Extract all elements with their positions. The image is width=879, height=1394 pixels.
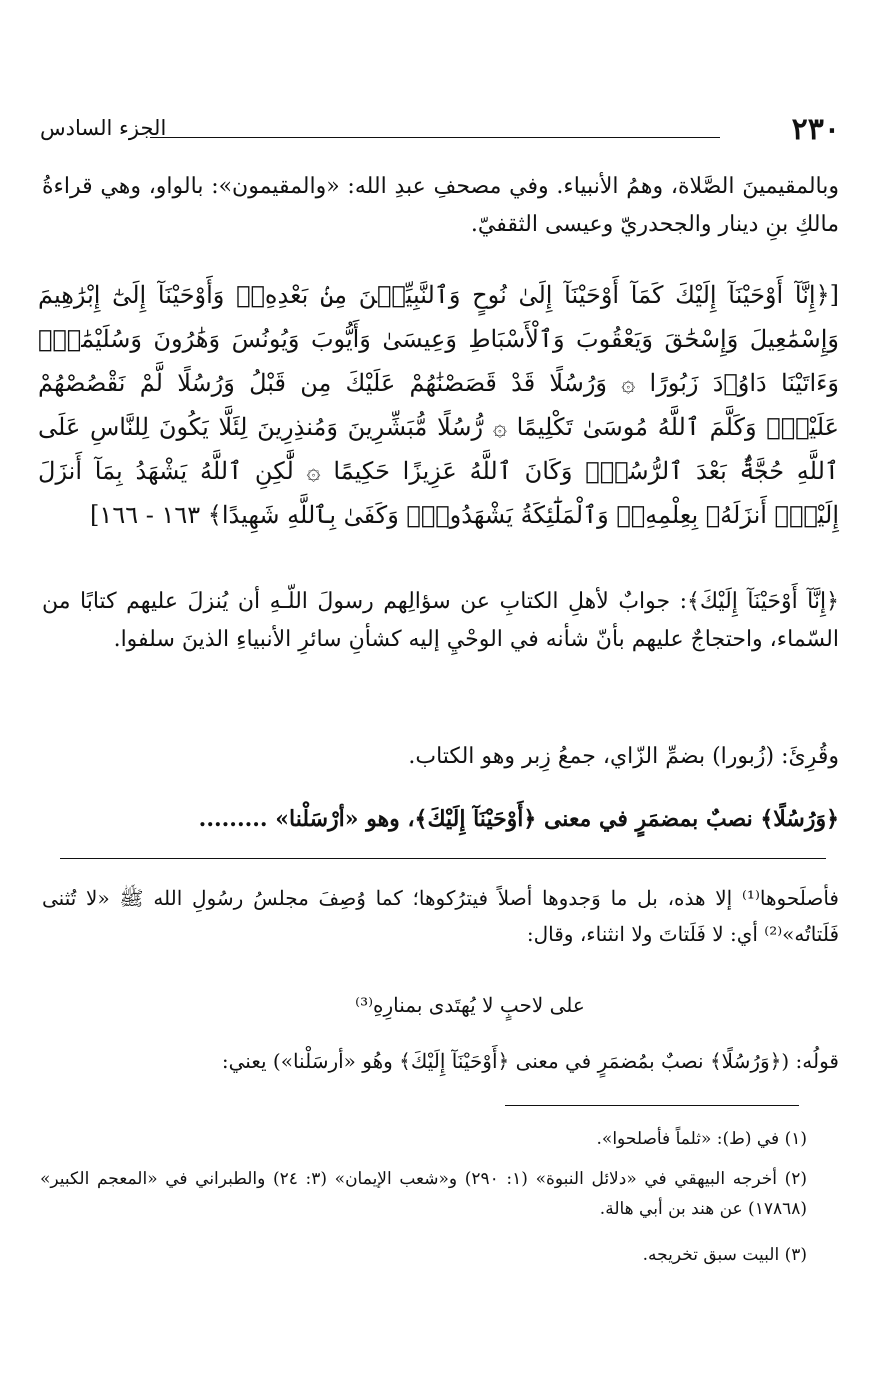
page-number: ٢٣٠ — [791, 112, 840, 147]
header-rule — [150, 137, 720, 138]
poetry-verse: على لاحبٍ لا يُهتَدى بمنارِهِ⁽³⁾ — [355, 993, 585, 1017]
commentary-divider — [60, 858, 826, 859]
tafsir-paragraph-3: وقُرِئَ: (زُبورا) بضمِّ الزّاي، جمعُ زِبر وهو الكتاب. — [408, 744, 839, 769]
tafsir-paragraph-2: ﴿إِنَّآ أَوْحَيْنَآ إِلَيْكَ﴾: جوابٌ لأهلِ الكتابِ عن سؤالِهم رسولَ اللّـهِ أن يُنزلَ عليهم كتابًا من السّماء، واحتجاجٌ عليهم بأنّ شأنه في الوحْيِ إليه كشأنِ سائرِ الأنبياءِ الذينَ سلفوا. — [42, 589, 839, 652]
page-header — [40, 112, 840, 152]
commentary-paragraph-1: فأصلَحوها⁽¹⁾ إلا هذه، بل ما وَجدوها أصلاً فيترُكوها؛ كما وُصِفَ مجلسُ رسُولِ الله ﷺ «لا تُثنى فَلَتاتُه»⁽²⁾ أي: لا فَلَتاتَ ولا انثناء، وقال: — [42, 886, 839, 946]
footnote-2: (٢) أخرجه البيهقي في «دلائل النبوة» (١: ٢٩٠) و«شعب الإيمان» (٣: ٢٤) والطبراني في «المعجم الكبير» (١٧٨٦٨) عن هند بن أبي هالة. — [40, 1169, 807, 1219]
part-title: الجزء السادس — [40, 116, 167, 140]
quran-verses-block: [﴿إِنَّآ أَوْحَيْنَآ إِلَيْكَ كَمَآ أَوْحَيْنَآ إِلَىٰ نُوحٍ وَٱلنَّبِيِّـۧنَ مِنۢ بَعْدِهِۦۚ وَأَوْحَيْنَآ إِلَىٰٓ إِبْرَٰهِيمَ وَإِسْمَٰعِيلَ وَإِسْحَٰقَ وَيَعْقُوبَ وَٱلْأَسْبَاطِ وَعِيسَىٰ وَأَيُّوبَ وَيُونُسَ وَهَٰرُونَ وَسُلَيْمَٰنَۚ وَءَاتَيْنَا دَاوُۥدَ زَبُورًا ۞ وَرُسُلًا قَدْ قَصَصْنَٰهُمْ عَلَيْكَ مِن قَبْلُ وَرُسُلًا لَّمْ نَقْصُصْهُمْ عَلَيْكَۚ وَكَلَّمَ ٱللَّهُ مُوسَىٰ تَكْلِيمًا ۞ رُّسُلًا مُّبَشِّرِينَ وَمُنذِرِينَ لِئَلَّا يَكُونَ لِلنَّاسِ عَلَى ٱللَّهِ حُجَّةٌۢ بَعْدَ ٱلرُّسُلِۚ وَكَانَ ٱللَّهُ عَزِيزًا حَكِيمًا ۞ لَّٰكِنِ ٱللَّهُ يَشْهَدُ بِمَآ أَنزَلَ إِلَيْكَۖ أَنزَلَهُۥ بِعِلْمِهِۦۖ وَٱلْمَلَٰٓئِكَةُ يَشْهَدُونَۚ وَكَفَىٰ بِٱللَّهِ شَهِيدًا﴾ ١٦٣ - ١٦٦] — [38, 281, 839, 529]
tafsir-paragraph-1: وبالمقيمينَ الصَّلاة، وهمُ الأنبياء. وفي مصحفِ عبدِ الله: «والمقيمون»: بالواو، وهي قراءةُ مالكِ بنِ دينار والجحدريّ وعيسى الثقفيّ. — [42, 174, 839, 237]
footnote-1: (١) في (ط): «ثلماً فأصلحوا». — [596, 1129, 807, 1149]
commentary-paragraph-2: قولُه: (﴿وَرُسُلًا﴾ نصبٌ بمُضمَرٍ في معنى ﴿أَوْحَيْنَآ إِلَيْكَ﴾ وهُو «أرسَلْنا») يعني: — [221, 1049, 839, 1073]
footnote-divider — [505, 1105, 799, 1106]
footnote-3: (٣) البيت سبق تخريجه. — [642, 1245, 807, 1265]
tafsir-paragraph-4: ﴿وَرُسُلًا﴾ نصبٌ بمضمَرٍ في معنى ﴿أَوْحَيْنَآ إِلَيْكَ﴾، وهو «أرْسَلْنا» ......... — [198, 806, 839, 832]
